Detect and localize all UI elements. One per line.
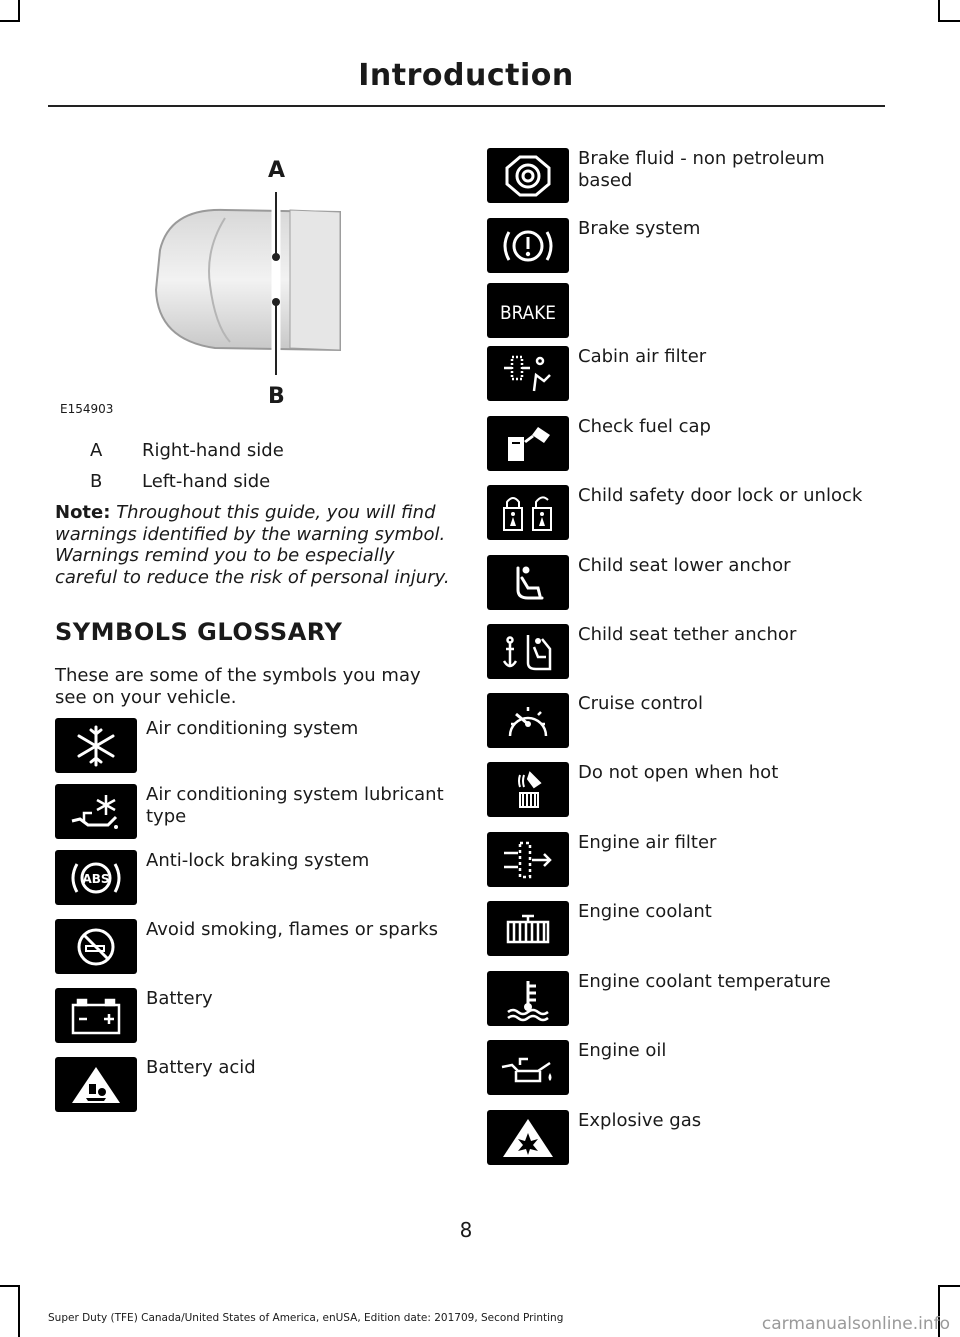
symbol-label: Battery acid: [146, 1057, 256, 1078]
legend-key: B: [90, 471, 103, 492]
watermark: carmanualsonline.info: [761, 1314, 950, 1334]
explosive-gas-icon: [487, 1110, 569, 1165]
symbol-label: Brake system: [578, 218, 701, 239]
page-number: 8: [459, 1218, 473, 1242]
symbol-label: Battery: [146, 988, 213, 1009]
cruise-control-icon: [487, 693, 569, 748]
note-paragraph: [55, 502, 450, 588]
symbol-label: Child safety door lock or unlock: [578, 485, 863, 506]
coolant-temperature-icon: [487, 971, 569, 1026]
page-title: Introduction: [358, 58, 574, 93]
vehicle-side-figure: [50, 150, 430, 420]
fuel-cap-icon: [487, 416, 569, 471]
figure-label-a: A: [268, 158, 286, 183]
engine-air-filter-icon: [487, 832, 569, 887]
cabin-air-filter-icon: [487, 346, 569, 401]
symbol-label: Child seat tether anchor: [578, 624, 797, 645]
symbol-label: Brake fluid - non petroleum based: [578, 148, 825, 191]
figure-label-b: B: [268, 384, 285, 409]
note-label: Note:: [55, 502, 111, 523]
symbol-label: Engine air filter: [578, 832, 717, 853]
crop-mark: [0, 20, 20, 22]
symbol-label: Air conditioning system lubricant type: [146, 784, 444, 827]
crop-mark: [940, 1285, 960, 1287]
footer-text: Super Duty (TFE) Canada/United States of America, enUSA, Edition date: 201709, Second Printing: [48, 1312, 564, 1324]
header-divider: [48, 105, 885, 107]
symbol-label: Anti-lock braking system: [146, 850, 370, 871]
symbol-label: Air conditioning system: [146, 718, 359, 739]
child-seat-lower-anchor-icon: [487, 555, 569, 610]
legend-value: Left-hand side: [142, 471, 271, 492]
vehicle-top-view-illustration: [50, 150, 430, 400]
no-smoking-icon: [55, 919, 137, 974]
do-not-open-hot-icon: [487, 762, 569, 817]
crop-mark: [940, 20, 960, 22]
section-heading: SYMBOLS GLOSSARY: [55, 618, 343, 646]
symbol-label: Explosive gas: [578, 1110, 702, 1131]
symbol-label: Cruise control: [578, 693, 703, 714]
engine-coolant-icon: [487, 901, 569, 956]
brake-icon-text: BRAKE: [500, 301, 556, 324]
note-text: Throughout this guide, you will find warnings identified by the warning symbol. Warnings remind you to be especially careful to reduce the risk of personal injury.: [55, 502, 450, 588]
symbol-label: Engine coolant: [578, 901, 712, 922]
symbol-label: Child seat lower anchor: [578, 555, 791, 576]
symbol-label: Avoid smoking, flames or sparks: [146, 919, 438, 940]
brake-text-icon: [487, 283, 569, 338]
crop-mark: [18, 1285, 20, 1337]
legend-key: A: [90, 440, 103, 461]
legend-value: Right-hand side: [142, 440, 284, 461]
symbol-label: Check fuel cap: [578, 416, 711, 437]
section-intro: These are some of the symbols you may see on your vehicle.: [55, 665, 421, 708]
snowflake-icon: [55, 718, 137, 773]
child-seat-tether-icon: [487, 624, 569, 679]
crop-mark: [18, 0, 20, 22]
crop-mark: [938, 0, 940, 22]
abs-icon: [55, 850, 137, 905]
symbol-label: Engine oil: [578, 1040, 667, 1061]
ac-lubricant-icon: [55, 784, 137, 839]
battery-acid-icon: [55, 1057, 137, 1112]
crop-mark: [0, 1285, 20, 1287]
symbol-label: Engine coolant temperature: [578, 971, 831, 992]
brake-system-icon: [487, 218, 569, 273]
engine-oil-icon: [487, 1040, 569, 1095]
brake-fluid-icon: [487, 148, 569, 203]
symbol-label: Cabin air filter: [578, 346, 707, 367]
child-lock-icon: [487, 485, 569, 540]
battery-icon: [55, 988, 137, 1043]
symbol-label: Do not open when hot: [578, 762, 779, 783]
abs-icon-text: ABS: [82, 871, 110, 886]
figure-code: E154903: [60, 402, 114, 416]
